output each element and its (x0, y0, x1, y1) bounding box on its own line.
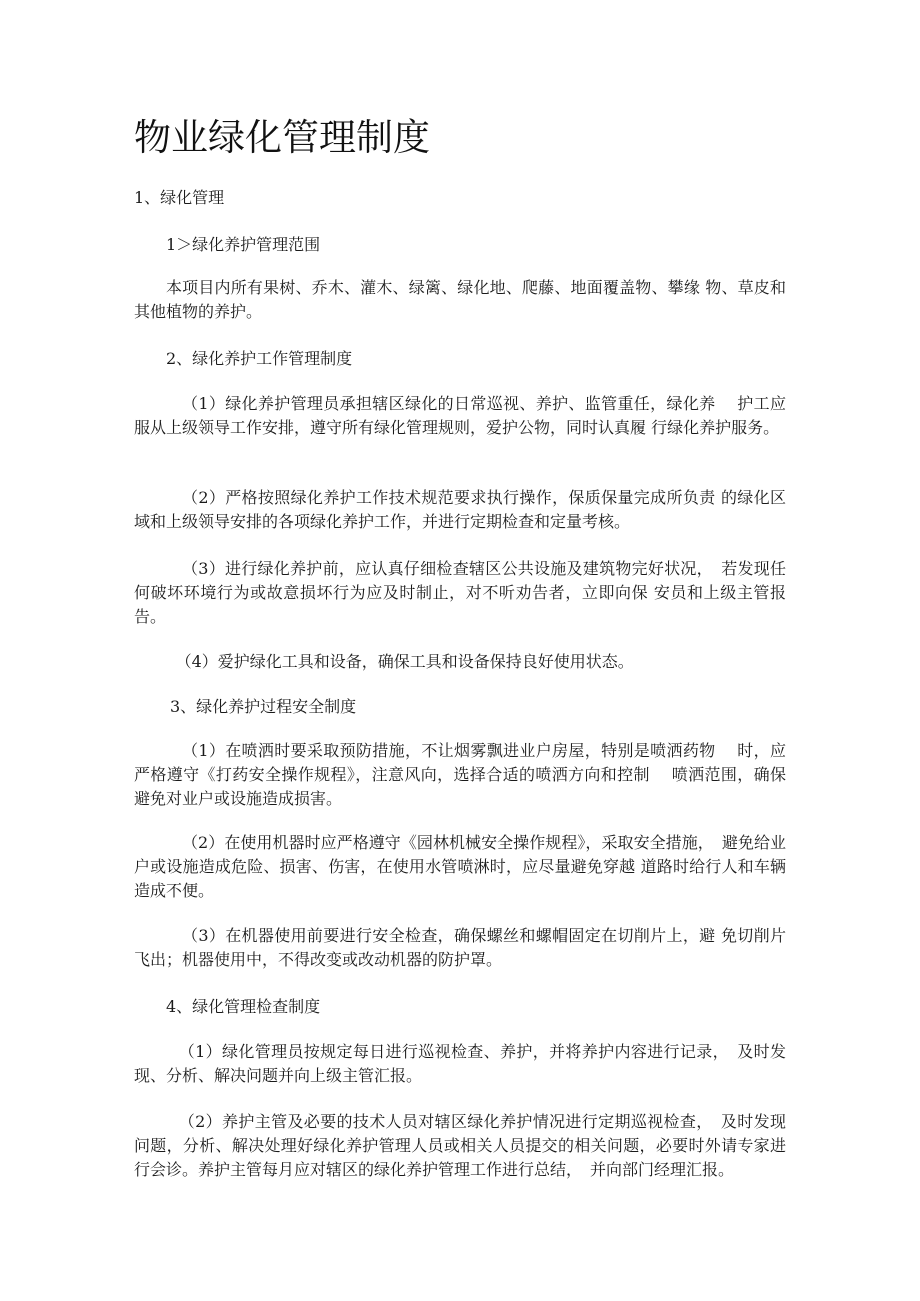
work-management-item-4: （4）爱护绿化工具和设备，确保工具和设备保持良好使用状态。 (175, 652, 634, 671)
inspection-item-2: （2）养护主管及必要的技术人员对辖区绿化养护情况进行定期巡视检查， 及时发现问题，分析、解决处理好绿化养护管理人员或相关人员提交的相关问题，必要时外请专家进行会诊。养护主管每月应对辖区的绿化养护管理工作进行总结， 并向部门经理汇报。 (134, 1112, 786, 1179)
section-heading-greening-management: 1、绿化管理 (134, 188, 225, 207)
work-management-item-2: （2）严格按照绿化养护工作技术规范要求执行操作，保质保量完成所负责 的绿化区域和上级领导安排的各项绿化养护工作，并进行定期检查和定量考核。 (134, 488, 786, 531)
scope-paragraph: 本项目内所有果树、乔木、灌木、绿篱、绿化地、爬藤、地面覆盖物、攀缘 物、草皮和其他植物的养护。 (134, 278, 786, 321)
work-management-item-3: （3）进行绿化养护前，应认真仔细检查辖区公共设施及建筑物完好状况， 若发现任何破坏环境行为或故意损坏行为应及时制止，对不听劝告者，立即向保 安员和上级主管报告。 (134, 559, 786, 626)
subsection-heading-scope: 1＞绿化养护管理范围 (166, 235, 321, 254)
safety-item-2: （2）在使用机器时应严格遵守《园林机械安全操作规程》，采取安全措施， 避免给业户或设施造成危险、损害、伤害，在使用水管喷淋时，应尽量避免穿越 道路时给行人和车辆造成不便。 (134, 833, 786, 900)
subsection-heading-inspection: 4、绿化管理检查制度 (166, 997, 321, 1016)
safety-item-3: （3）在机器使用前要进行安全检查，确保螺丝和螺帽固定在切削片上，避 免切削片飞出；机器使用中，不得改变或改动机器的防护罩。 (134, 926, 786, 969)
subsection-heading-safety: 3、绿化养护过程安全制度 (170, 697, 357, 716)
inspection-item-1: （1）绿化管理员按规定每日进行巡视检查、养护，并将养护内容进行记录， 及时发现、分析、解决问题并向上级主管汇报。 (134, 1042, 786, 1085)
work-management-item-1: （1）绿化养护管理员承担辖区绿化的日常巡视、养护、监管重任，绿化养 护工应服从上级领导工作安排，遵守所有绿化管理规则，爱护公物，同时认真履 行绿化养护服务。 (134, 394, 786, 437)
subsection-heading-work-management: 2、绿化养护工作管理制度 (166, 349, 353, 368)
safety-item-1: （1）在喷洒时要采取预防措施，不让烟雾飘进业户房屋，特别是喷洒药物 时，应严格遵守《打药安全操作规程》，注意风向，选择合适的喷洒方向和控制 喷洒范围，确保避免对业户或设施造成损害。 (134, 741, 786, 808)
page-title: 物业绿化管理制度 (134, 116, 430, 159)
